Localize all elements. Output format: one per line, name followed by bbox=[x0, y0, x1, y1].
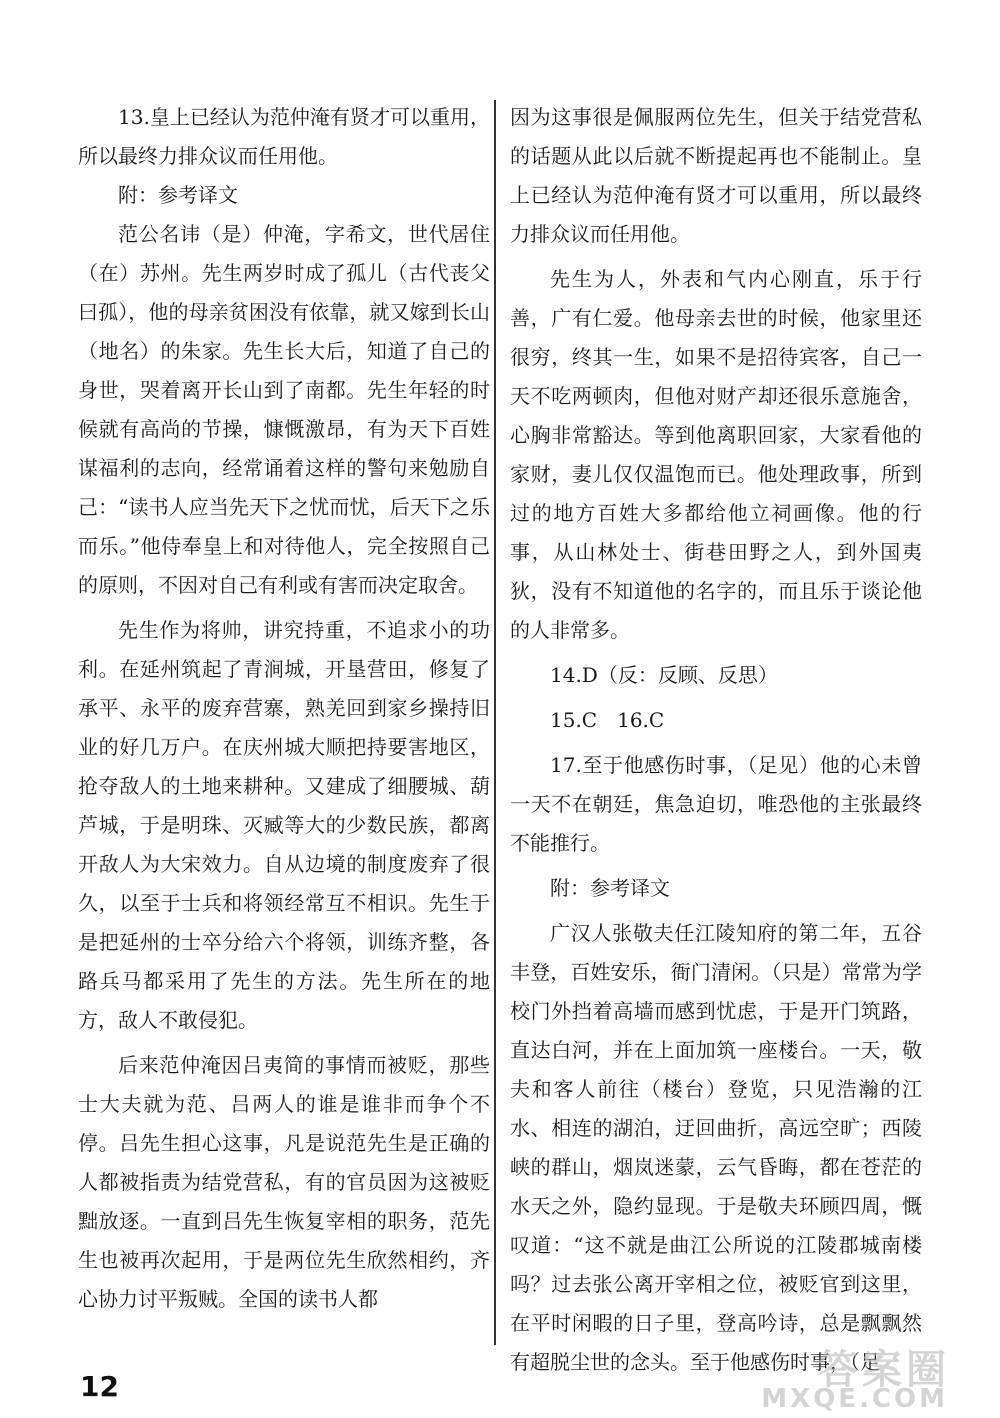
answer-13: 13.皇上已经认为范仲淹有贤才可以重用，所以最终力排众议而任用他。 bbox=[78, 105, 490, 168]
watermark-url: MXQE.COM bbox=[761, 1384, 948, 1414]
translation-paragraph: 先生作为将帅，讲究持重，不追求小的功利。在延州筑起了青涧城，开垦营田，修复了承平、永平的废弃营寨，熟羌回到家乡操持旧业的好几万户。在庆州城大顺把持要害地区，抢夺敌人的土地来耕种。又建成了细腰城、葫芦城，于是明珠、灭臧等大的少数民族，都离开敌人为大宋效力。自从边境的制度废弃了很久，以至于士兵和将领经常互不相识。先生于是把延州的士卒分给六个将领，训练齐整，各路兵马都采用了先生的方法。先生所在的地方，敌人不敢侵犯。 bbox=[78, 618, 490, 1032]
column-divider bbox=[494, 100, 496, 1345]
translation-paragraph: 后来范仲淹因吕夷简的事情而被贬，那些士大夫就为范、吕两人的谁是谁非而争个不停。吕先生担心这事，凡是说范先生是正确的人都被指责为结党营私，有的官员因为这被贬黜放逐。一直到吕先生恢复宰相的职务，范先生也被再次起用，于是两位先生欣然相约，齐心协力讨平叛贼。全国的读书人都 bbox=[78, 1053, 490, 1311]
answer-14: 14.D（反：反顾、反思） bbox=[550, 663, 778, 687]
reference-translation-heading: 附：参考译文 bbox=[118, 183, 238, 207]
watermark bbox=[660, 1338, 960, 1418]
translation-paragraph: 范公名讳（是）仲淹，字希文，世代居住（在）苏州。先生两岁时成了孤儿（古代丧父曰孤），他的母亲贫困没有依靠，就又嫁到长山（地名）的朱家。先生长大后，知道了自己的身世，哭着离开长山到了南都。先生年轻的时候就有高尚的节操，慷慨激昂，有为天下百姓谋福利的志向，经常诵着这样的警句来勉励自己：“读书人应当先天下之忧而忧，后天下之乐而乐。”他侍奉皇上和对待他人，完全按照自己的原则，不因对自己有利或有害而决定取舍。 bbox=[78, 222, 490, 597]
translation-paragraph: 先生为人，外表和气内心刚直，乐于行善，广有仁爱。他母亲去世的时候，他家里还很穷，终其一生，如果不是招待宾客，自己一天不吃两顿肉，但他对财产却还很乐意施舍，心胸非常豁达。等到他离职回家，大家看他的家财，妻儿仅仅温饱而已。他处理政事，所到过的地方百姓大多都给他立祠画像。他的行事，从山林处士、街巷田野之人，到外国夷狄，没有不知道他的名字的，而且乐于谈论他的人非常多。 bbox=[510, 267, 922, 642]
translation-paragraph: 广汉人张敬夫任江陵知府的第二年，五谷丰登，百姓安乐，衙门清闲。（只是）常常为学校门外挡着高墙而感到忧虑，于是开门筑路，直达白河，并在上面加筑一座楼台。一天，敬夫和客人前往（楼台）登览，只见浩瀚的江水、相连的湖泊，迂回曲折，高远空旷；西陵峡的群山，烟岚迷蒙，云气昏晦，都在苍茫的水天之外，隐约显现。于是敬夫环顾四周，慨叹道：“这不就是曲江公所说的江陵郡城南楼吗？过去张公离开宰相之位，被贬官到这里，在平时闲暇的日子里，登高吟诗，总是飘飘然有超脱尘世的念头。至于他感伤时事，（足 bbox=[510, 921, 922, 1374]
reference-translation-heading: 附：参考译文 bbox=[550, 876, 670, 900]
left-column bbox=[78, 98, 490, 1319]
right-column bbox=[510, 98, 922, 1382]
watermark-logo: 答案圈 bbox=[818, 1347, 950, 1393]
translation-continuation: 因为这事很是佩服两位先生，但关于结党营私的话题从此以后就不断提起再也不能制止。皇上已经认为范仲淹有贤才可以重用，所以最终力排众议而任用他。 bbox=[510, 105, 922, 246]
answer-15-16: 15.C 16.C bbox=[550, 708, 665, 732]
answer-17: 17.至于他感伤时事，（足见）他的心未曾一天不在朝廷，焦急迫切，唯恐他的主张最终不能推行。 bbox=[510, 753, 922, 855]
page-number: 12 bbox=[80, 1370, 119, 1403]
